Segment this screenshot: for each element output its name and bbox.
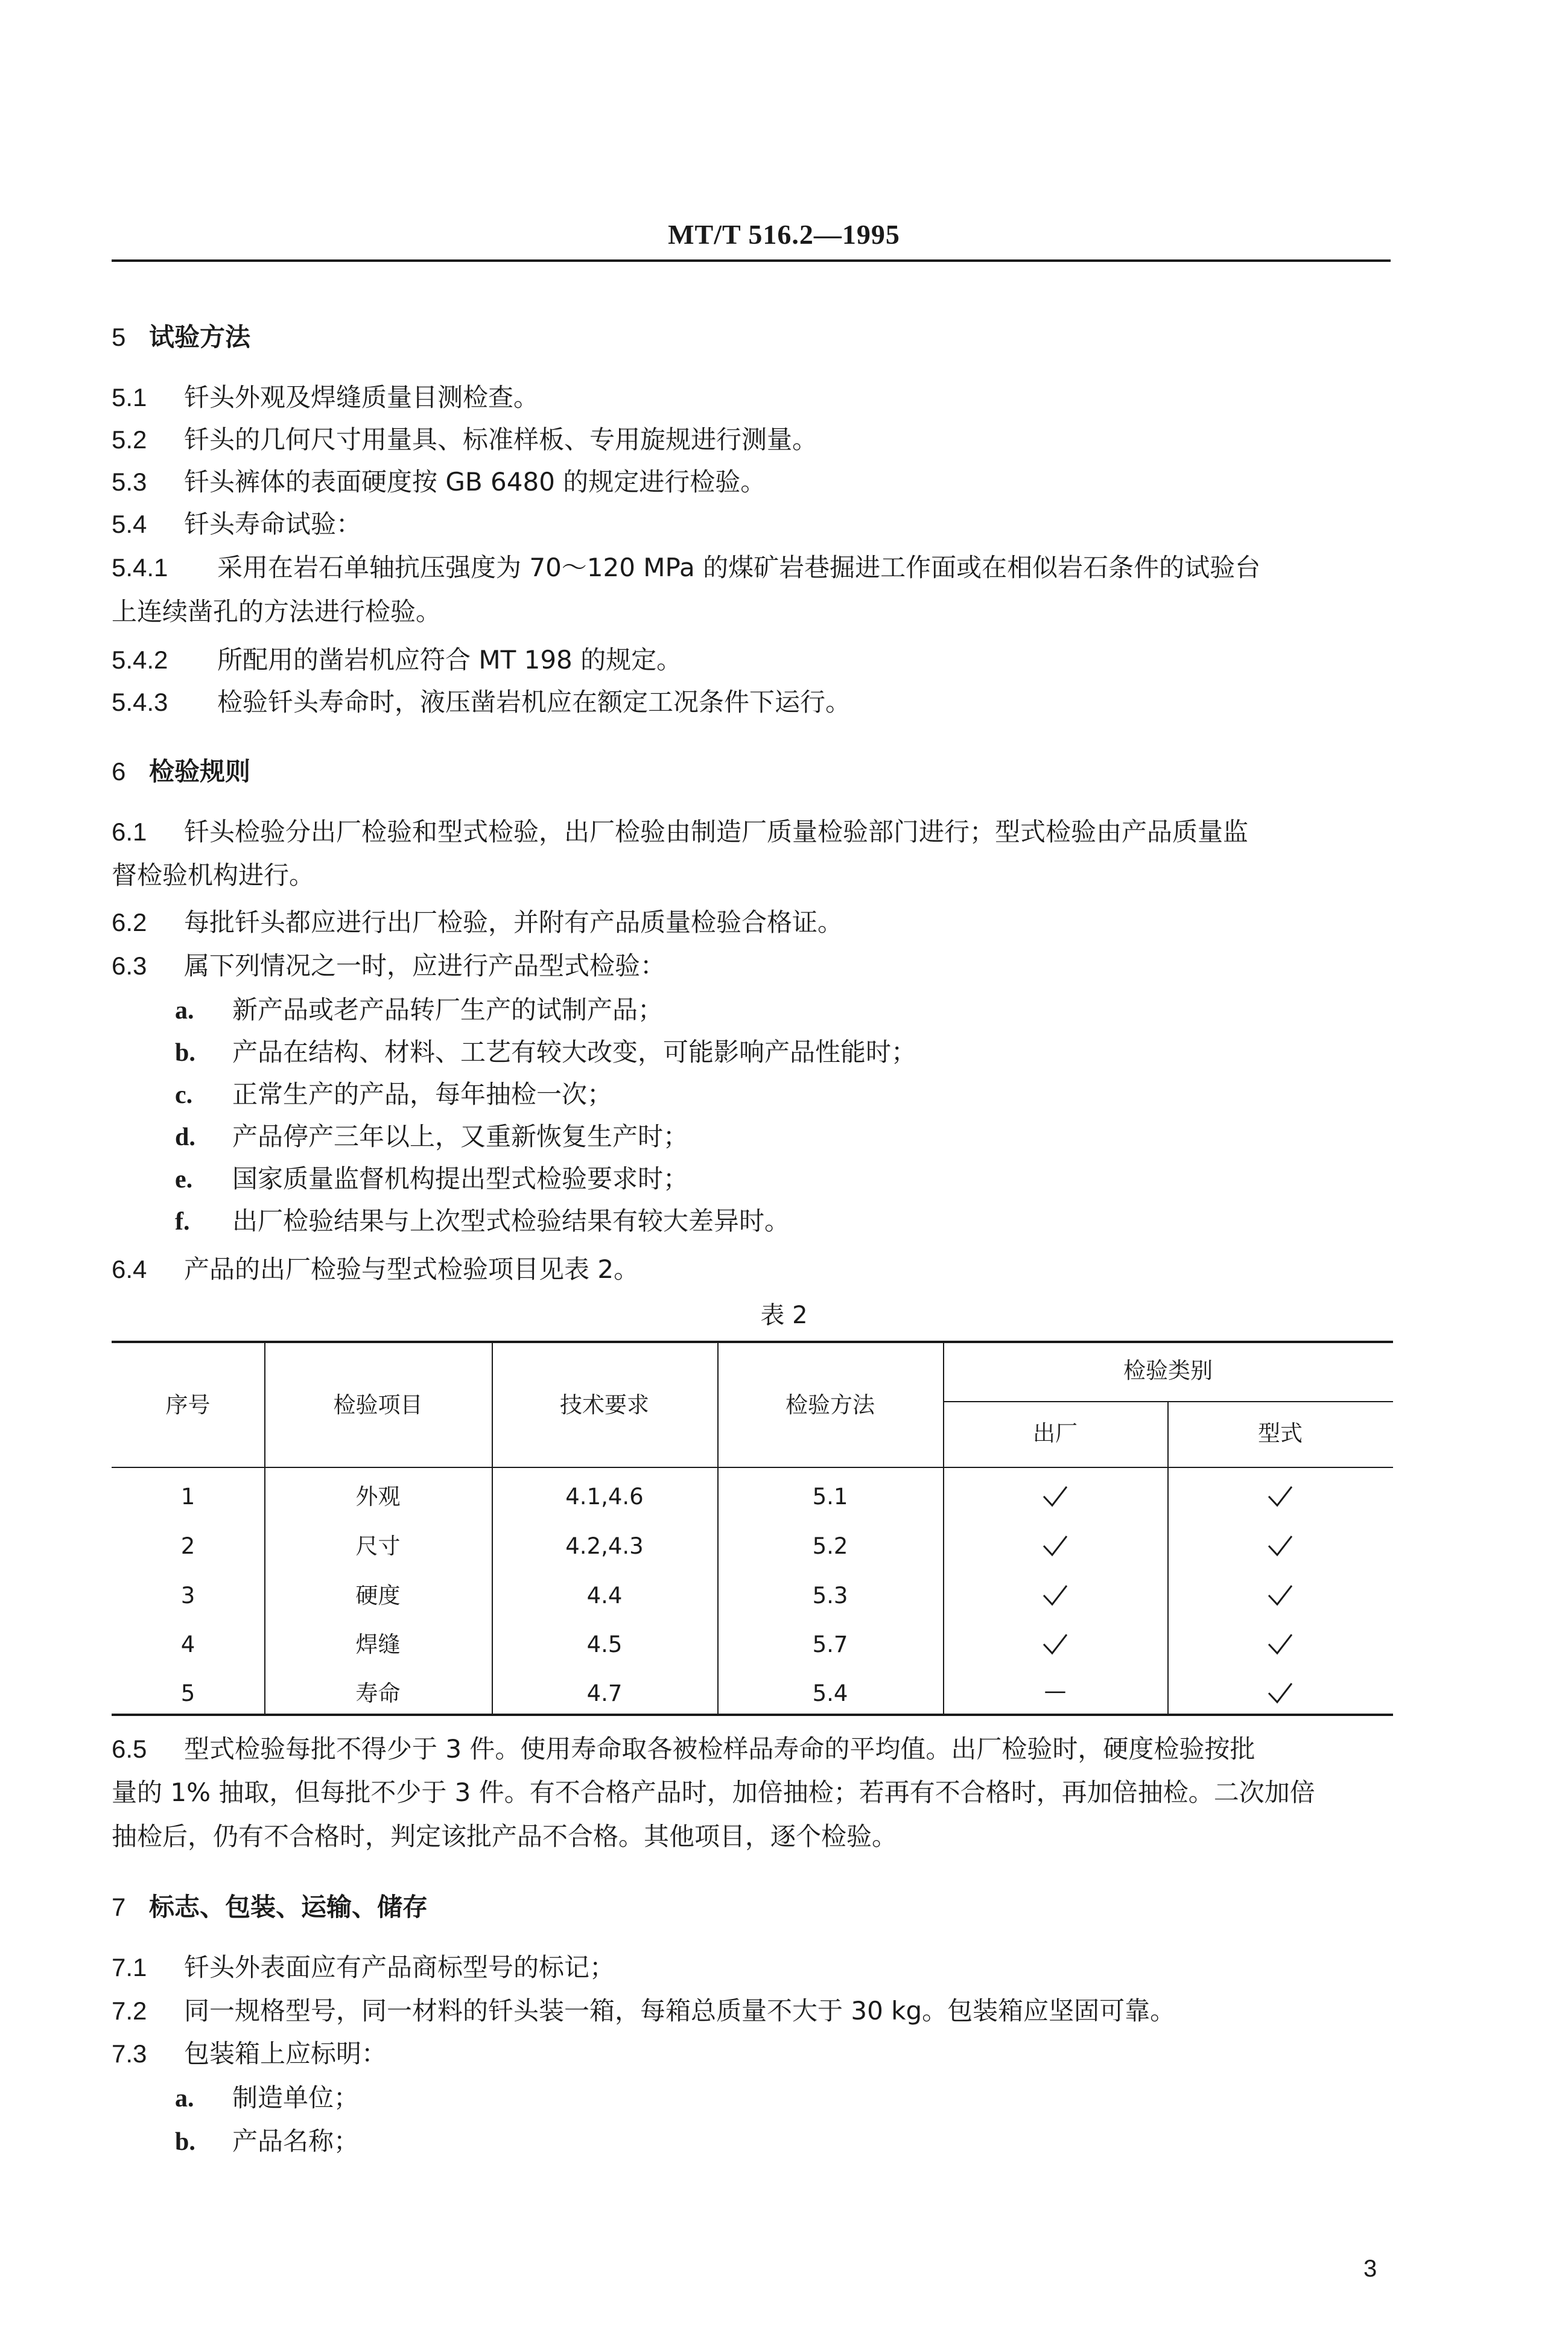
clause-5-4-1: [112, 550, 1260, 585]
cell-item: 硬度: [355, 1583, 401, 1609]
clause-6-4: [112, 1252, 639, 1287]
clause-5-1: [112, 380, 539, 415]
list-text: 出厂检验结果与上次型式检验结果有较大差异时。: [232, 1206, 790, 1236]
clause-text: 钎头外观及焊缝质量目测检查。: [184, 383, 539, 412]
list-text: 新产品或老产品转厂生产的试制产品；: [232, 995, 664, 1025]
clause-6-1: [112, 815, 1248, 850]
clause-text: 钎头的几何尺寸用量具、标准样板、专用旋规进行测量。: [184, 425, 818, 454]
header-requirement: 技术要求: [560, 1392, 649, 1418]
clause-text: 同一规格型号，同一材料的钎头装一箱，每箱总质量不大于 30 kg。包装箱应坚固可靠。: [184, 1996, 1176, 2026]
check-icon: [1042, 1583, 1068, 1607]
clause-number: 6.4: [112, 1255, 147, 1283]
cell-factory-dash: —: [1044, 1678, 1067, 1704]
list-text: 制造单位；: [232, 2083, 360, 2112]
standard-header: MT/T 516.2—1995: [668, 219, 900, 250]
list-text: 产品名称；: [232, 2126, 360, 2156]
section-number: 7: [112, 1893, 126, 1921]
cell-item: 尺寸: [355, 1533, 401, 1559]
clause-number: 5.3: [112, 468, 147, 496]
clause-number: 6.3: [112, 952, 147, 980]
list-marker: d.: [175, 1123, 195, 1151]
clause-7-3: [112, 2036, 387, 2071]
cell-method: 5.2: [812, 1533, 848, 1559]
list-marker: e.: [175, 1166, 193, 1193]
clause-6-5-continued: 抽检后，仍有不合格时，判定该批产品不合格。其他项目，逐个检验。: [112, 1822, 898, 1851]
clause-text: 包装箱上应标明：: [184, 2039, 387, 2068]
section-title: 标志、包装、运输、储存: [149, 1892, 428, 1922]
list-item-c: [175, 1077, 612, 1113]
list-item-b: [175, 2124, 359, 2159]
clause-number: 5.4.2: [112, 646, 168, 674]
cell-method: 5.1: [812, 1484, 848, 1510]
clause-6-1-continued: 督检验机构进行。: [112, 860, 315, 890]
header-method: 检验方法: [786, 1392, 875, 1418]
clause-6-5-continued: 量的 1% 抽取，但每批不少于 3 件。有不合格产品时，加倍抽检；若再有不合格时，再加倍抽检。二次加倍: [112, 1778, 1315, 1807]
table-top-rule: [112, 1341, 1393, 1343]
clause-number: 6.5: [112, 1735, 147, 1763]
clause-5-2: [112, 422, 817, 457]
check-icon: [1267, 1583, 1293, 1607]
check-icon: [1267, 1632, 1293, 1656]
clause-text: 属下列情况之一时，应进行产品型式检验：: [184, 951, 666, 980]
clause-text: 型式检验每批不得少于 3 件。使用寿命取各被检样品寿命的平均值。出厂检验时，硬度检验按批: [184, 1734, 1255, 1764]
cell-requirement: 4.7: [586, 1680, 623, 1706]
cell-item: 寿命: [355, 1680, 401, 1706]
list-marker: b.: [175, 1039, 195, 1067]
clause-text: 每批钎头都应进行出厂检验，并附有产品质量检验合格证。: [184, 907, 843, 937]
list-marker: c.: [175, 1081, 193, 1109]
clause-5-4-3: [112, 685, 851, 720]
clause-number: 5.4: [112, 510, 147, 538]
list-marker: f.: [175, 1208, 190, 1236]
clause-text: 钎头外表面应有产品商标型号的标记；: [184, 1953, 615, 1982]
list-text: 产品在结构、材料、工艺有较大改变，可能影响产品性能时；: [232, 1037, 917, 1067]
section-number: 5: [112, 323, 126, 351]
list-text: 正常生产的产品，每年抽检一次；: [232, 1079, 613, 1109]
clause-5-3: [112, 465, 766, 500]
cell-item: 外观: [355, 1484, 401, 1510]
cell-seq: 4: [180, 1632, 195, 1657]
clause-number: 7.2: [112, 1997, 147, 2025]
list-marker: a.: [175, 2085, 194, 2112]
clause-number: 6.1: [112, 818, 147, 846]
clause-7-2: [112, 1994, 1175, 2029]
table-caption: 表 2: [760, 1301, 808, 1329]
clause-number: 5.4.1: [112, 553, 168, 582]
section-number: 6: [112, 757, 126, 786]
table-col-divider: [943, 1341, 944, 1714]
cell-requirement: 4.1,4.6: [565, 1484, 644, 1510]
header-type: 型式: [1258, 1420, 1303, 1446]
check-icon: [1042, 1534, 1068, 1558]
clause-number: 5.1: [112, 383, 147, 411]
clause-number: 6.2: [112, 908, 147, 936]
clause-text: 检验钎头寿命时，液压凿岩机应在额定工况条件下运行。: [217, 687, 851, 717]
list-item-f: [175, 1204, 790, 1239]
cell-item: 焊缝: [355, 1632, 401, 1657]
clause-6-2: [112, 905, 843, 940]
cell-method: 5.3: [812, 1583, 848, 1609]
cell-seq: 1: [180, 1484, 195, 1510]
check-icon: [1267, 1681, 1293, 1705]
clause-5-4-1-continued: 上连续凿孔的方法进行检验。: [112, 597, 442, 626]
clause-6-5: [112, 1732, 1255, 1767]
clause-5-4: [112, 507, 361, 542]
page-number: 3: [1363, 2255, 1377, 2282]
list-marker: a.: [175, 997, 194, 1025]
clause-number: 7.1: [112, 1953, 147, 1981]
check-icon: [1042, 1484, 1068, 1508]
header-item: 检验项目: [333, 1392, 423, 1418]
cell-requirement: 4.4: [586, 1583, 623, 1609]
clause-text: 产品的出厂检验与型式检验项目见表 2。: [184, 1254, 640, 1284]
cell-requirement: 4.2,4.3: [565, 1533, 644, 1559]
cell-method: 5.7: [812, 1632, 848, 1657]
clause-7-1: [112, 1950, 615, 1985]
list-marker: b.: [175, 2128, 195, 2156]
list-item-a: [175, 2080, 359, 2116]
clause-5-4-2: [112, 643, 682, 678]
clause-number: 5.4.3: [112, 688, 168, 716]
check-icon: [1042, 1632, 1068, 1656]
section-title: 试验方法: [149, 322, 251, 352]
clause-text: 采用在岩石单轴抗压强度为 70～120 MPa 的煤矿岩巷掘进工作面或在相似岩石条件的试验台: [217, 553, 1261, 582]
header-factory: 出厂: [1033, 1420, 1078, 1446]
cell-seq: 2: [180, 1533, 195, 1559]
header-rule: [112, 259, 1391, 262]
clause-number: 5.2: [112, 425, 147, 454]
clause-text: 钎头寿命试验：: [184, 509, 362, 539]
list-item-b: [175, 1035, 916, 1070]
clause-text: 所配用的凿岩机应符合 MT 198 的规定。: [217, 645, 682, 675]
header-seq: 序号: [165, 1392, 211, 1418]
list-item-d: [175, 1119, 688, 1155]
cell-seq: 5: [180, 1680, 195, 1706]
cell-requirement: 4.5: [586, 1632, 623, 1657]
section-title: 检验规则: [149, 757, 251, 786]
cell-seq: 3: [180, 1583, 195, 1609]
clause-text: 钎头裤体的表面硬度按 GB 6480 的规定进行检验。: [184, 467, 766, 497]
section-6-heading: [112, 754, 250, 789]
check-icon: [1267, 1534, 1293, 1558]
check-icon: [1267, 1484, 1293, 1508]
table-bottom-rule: [112, 1714, 1393, 1716]
list-item-a: [175, 993, 663, 1028]
clause-6-3: [112, 949, 665, 983]
cell-method: 5.4: [812, 1680, 848, 1706]
section-7-heading: [112, 1890, 428, 1925]
list-item-e: [175, 1161, 688, 1197]
clause-text: 钎头检验分出厂检验和型式检验，出厂检验由制造厂质量检验部门进行；型式检验由产品质量监: [184, 817, 1249, 847]
table-header-rule: [112, 1467, 1393, 1468]
section-5-heading: [112, 320, 250, 355]
list-text: 产品停产三年以上，又重新恢复生产时；: [232, 1122, 689, 1151]
clause-number: 7.3: [112, 2039, 147, 2068]
list-text: 国家质量监督机构提出型式检验要求时；: [232, 1164, 689, 1193]
header-category: 检验类别: [1123, 1358, 1213, 1384]
